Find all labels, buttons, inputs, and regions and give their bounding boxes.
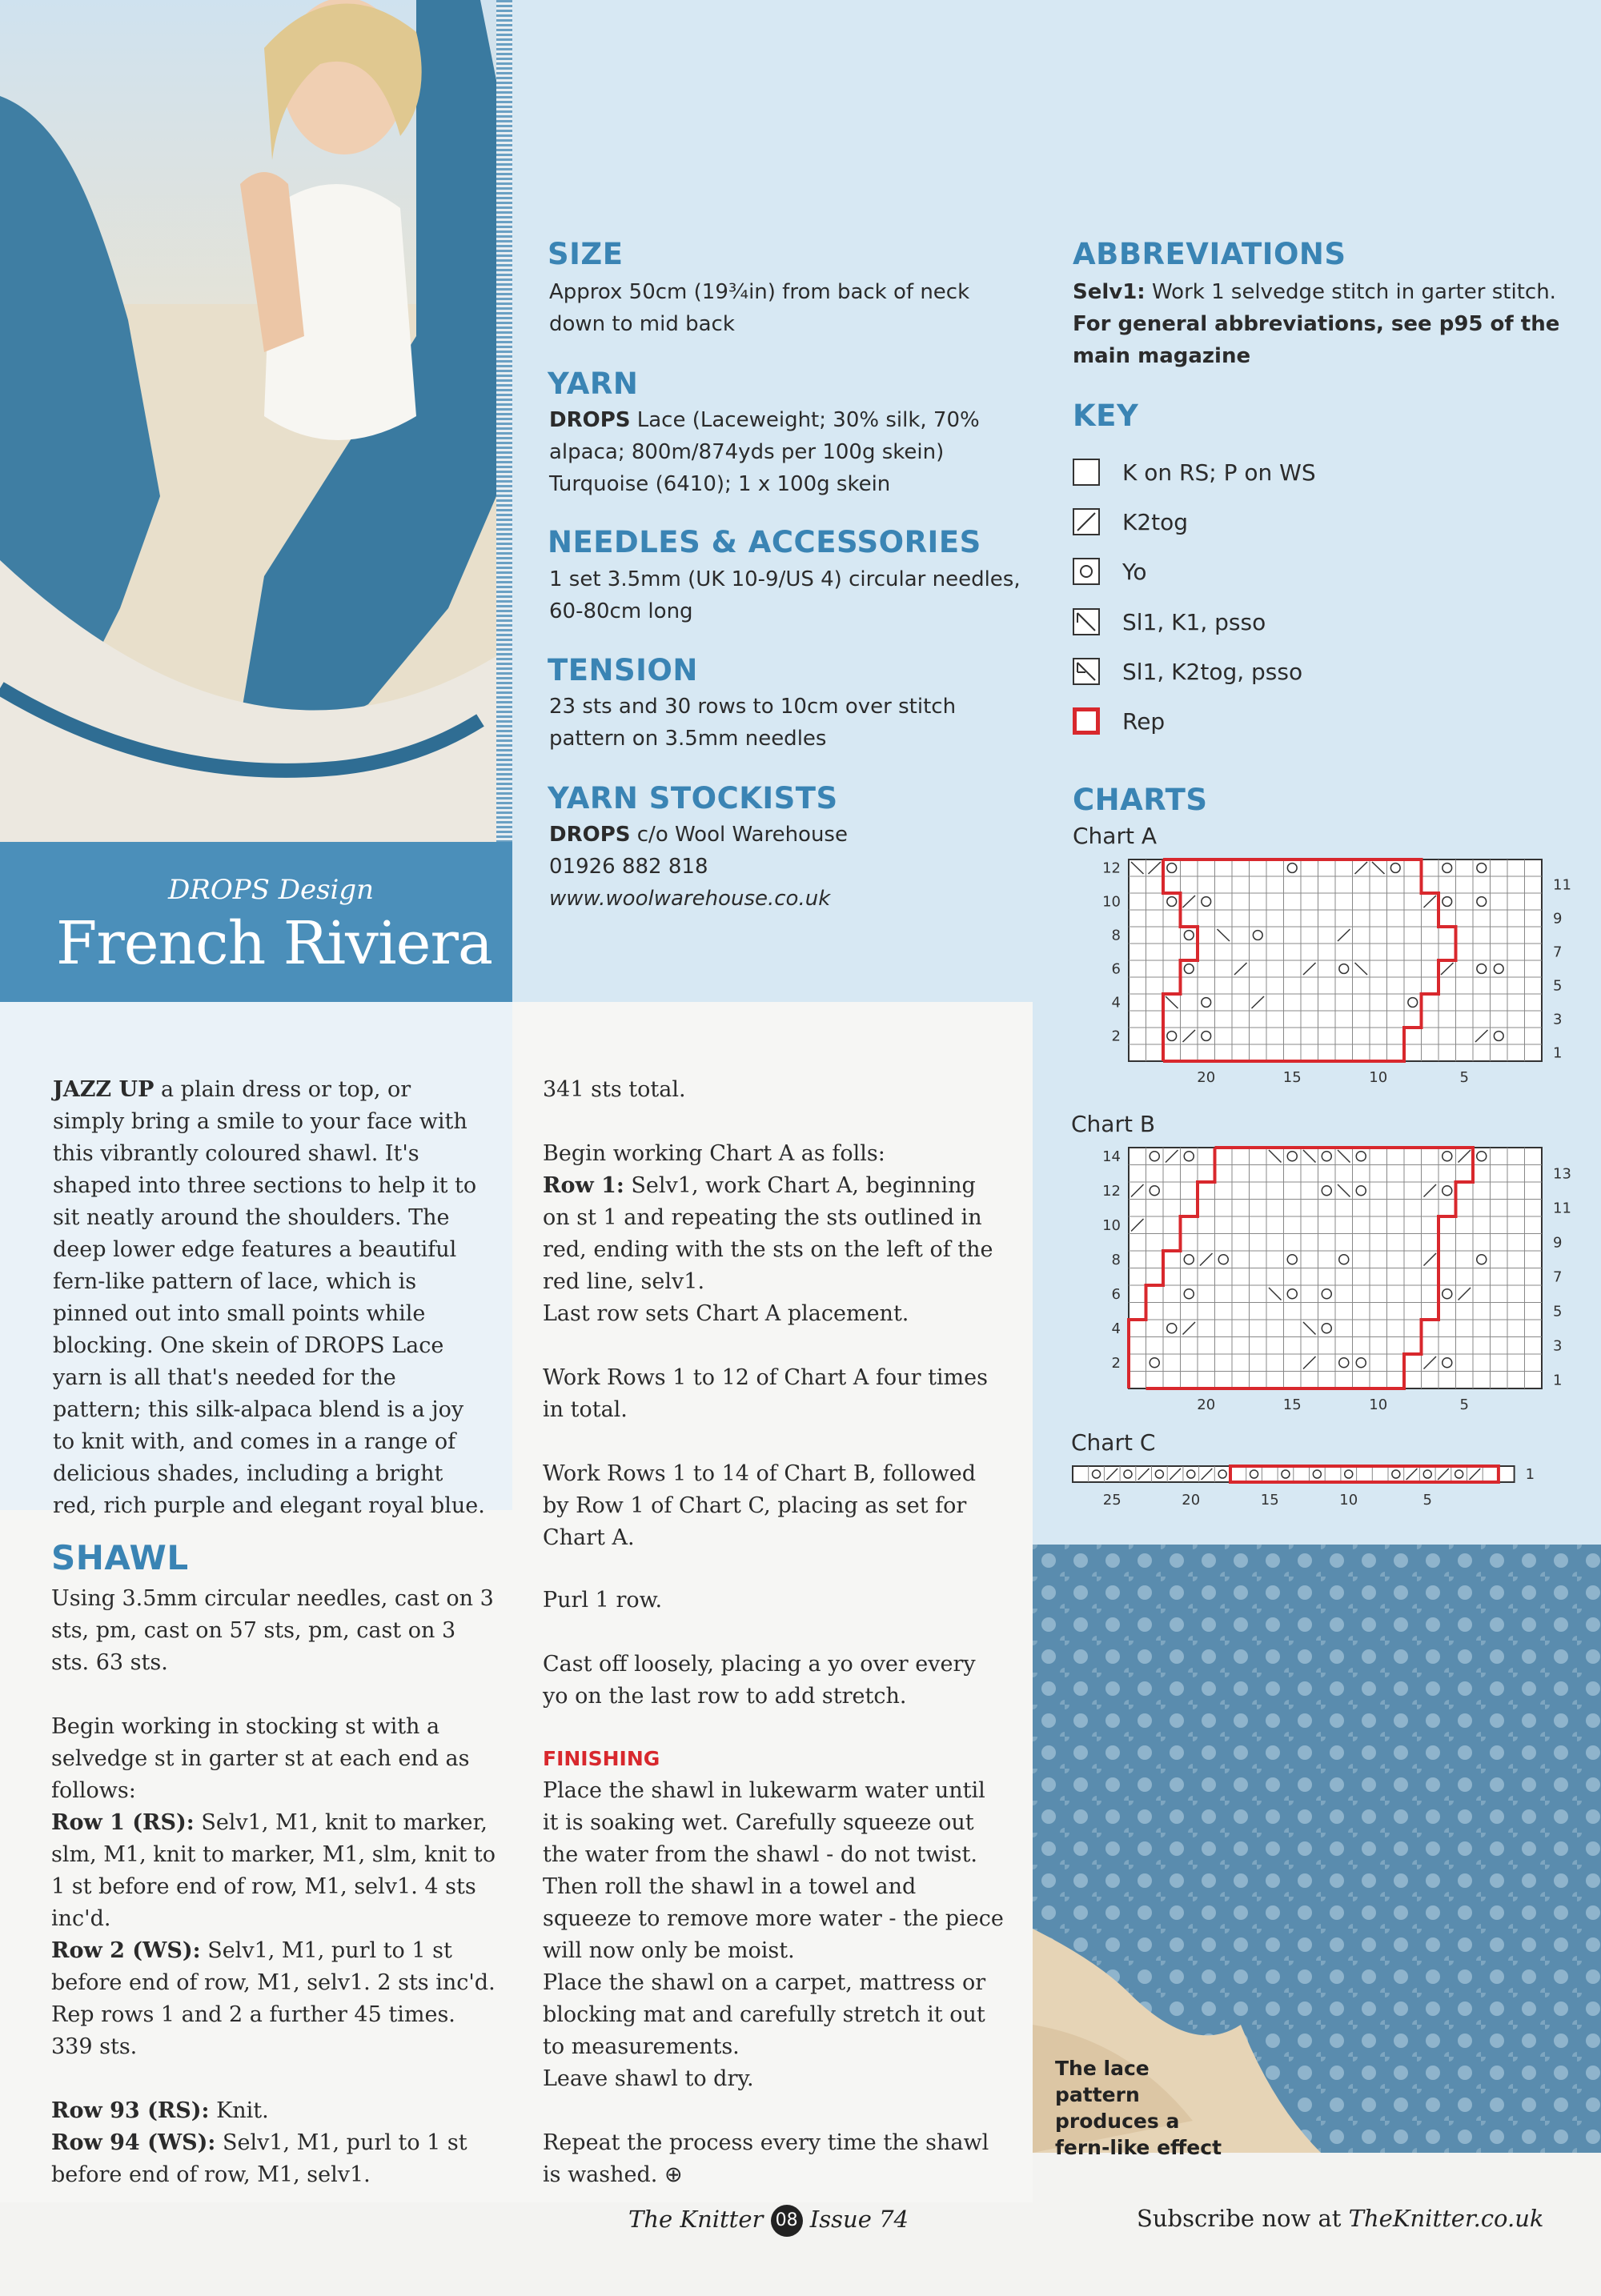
row-tick: 9 [1553, 1234, 1563, 1252]
subscribe-link[interactable]: TheKnitter.co.uk [1348, 2205, 1544, 2232]
row-label: Row 2 (WS): [51, 1938, 201, 1963]
shawl-instructions [51, 1583, 500, 2191]
chart-instructions [543, 1074, 1007, 2191]
abbr-def: Work 1 selvedge stitch in garter stitch. [1145, 280, 1556, 304]
key-item-yo [1073, 555, 1147, 587]
key-item-rep [1073, 705, 1165, 737]
row-tick: 8 [1111, 927, 1121, 944]
blank-square-icon [1073, 459, 1100, 486]
row-label: Row 1 (RS): [51, 1810, 195, 1835]
size-heading: SIZE [548, 237, 624, 271]
stitch-tick: 5 [1459, 1396, 1469, 1413]
shawl-p1: Using 3.5mm circular needles, cast on 3 sts, pm, cast on 57 sts, pm, cast on 3 sts. 63 sts. [51, 1586, 494, 1675]
abbreviations-text [1073, 276, 1585, 372]
key-item-k2tog [1073, 506, 1188, 538]
row-tick: 11 [1553, 876, 1571, 894]
row-tick: 12 [1102, 1182, 1121, 1200]
finishing-p1: Place the shawl in lukewarm water until it is soaking wet. Carefully squeeze out the water from the shawl - do not twist. Then roll the shawl in a towel and squeeze to remove more water - the piece will now only be moist. [543, 1778, 1004, 1963]
stockist-line1: c/o Wool Warehouse [630, 823, 848, 847]
col2-p2: Begin working Chart A as folls: [543, 1141, 885, 1166]
row-label: Row 94 (WS): [51, 2130, 216, 2155]
row-tick: 4 [1111, 1320, 1121, 1337]
row-tick: 1 [1525, 1466, 1535, 1483]
finishing-heading: FINISHING [543, 1747, 660, 1770]
row-tick: 11 [1553, 1200, 1571, 1217]
abbr-term: Selv1: [1073, 280, 1146, 304]
row-tick: 8 [1111, 1251, 1121, 1268]
model-photo [0, 0, 512, 842]
abbr-note: For general abbreviations, see p95 of the main magazine [1073, 312, 1560, 368]
row-tick: 3 [1553, 1011, 1563, 1028]
tension-text: 23 sts and 30 rows to 10cm over stitch pattern on 3.5mm needles [549, 695, 957, 751]
stitch-tick: 25 [1102, 1492, 1122, 1509]
yo-icon [1073, 558, 1100, 585]
row-tick: 1 [1553, 1044, 1563, 1062]
row-text: Selv1, M1, knit to marker, slm, M1, knit to marker, M1, slm, knit to 1 st before end of row, M1, selv1. 4 sts inc'd. [51, 1810, 496, 1931]
row-tick: 7 [1553, 944, 1563, 961]
row-tick: 2 [1111, 1028, 1121, 1045]
row-tick: 12 [1102, 859, 1121, 877]
chart-c [1065, 1461, 1545, 1517]
yarn-brand: DROPS [549, 408, 631, 432]
stockists-heading: YARN STOCKISTS [548, 781, 838, 815]
charts-heading: CHARTS [1073, 783, 1208, 817]
row-label: Row 1: [543, 1173, 624, 1198]
row-text: Selv1, work Chart A, beginning on st 1 and repeating the sts outlined in red, ending with the sts on the left of the red line, selv1. [543, 1173, 993, 1294]
col2-p5: Work Rows 1 to 14 of Chart B, followed by Row 1 of Chart C, placing as set for Chart A. [543, 1461, 977, 1550]
needles-heading: NEEDLES & ACCESSORIES [548, 525, 981, 559]
chart-b [1065, 1136, 1571, 1413]
col2-row1 [543, 1170, 1007, 1298]
stockists-text [549, 819, 1029, 915]
key-label: K on RS; P on WS [1122, 459, 1316, 486]
row-tick: 7 [1553, 1268, 1563, 1286]
key-heading: KEY [1073, 399, 1139, 433]
row-tick: 6 [1111, 1285, 1121, 1303]
footer-issue [628, 2205, 909, 2237]
shawl-row94 [51, 2127, 500, 2191]
chart-c-label: Chart C [1071, 1429, 1156, 1456]
key-label: Sl1, K2tog, psso [1122, 658, 1303, 685]
skp-icon [1073, 608, 1100, 635]
k2tog-icon [1073, 508, 1100, 535]
row-tick: 3 [1553, 1337, 1563, 1355]
stockist-url[interactable]: www.woolwarehouse.co.uk [549, 887, 831, 911]
lace-caption: The lace pattern produces a fern-like effect [1055, 2057, 1222, 2159]
footer-issue-text: Issue 74 [809, 2206, 909, 2233]
row-tick: 1 [1553, 1372, 1563, 1389]
row-label: Row 93 (RS): [51, 2098, 210, 2123]
row-tick: 10 [1102, 1216, 1121, 1234]
shawl-p2: Begin working in stocking st with a selvedge st in garter st at each end as follows: [51, 1714, 470, 1803]
shawl-row93 [51, 2095, 500, 2127]
pattern-title: French Riviera [56, 909, 492, 978]
rep-outline-icon [1073, 707, 1100, 735]
row-tick: 14 [1102, 1148, 1121, 1165]
title-panel [0, 842, 512, 1002]
subscribe-text: Subscribe now at [1137, 2205, 1349, 2232]
chart-b-label: Chart B [1071, 1111, 1156, 1137]
design-kicker: DROPS Design [168, 874, 375, 906]
size-text: Approx 50cm (19¾in) from back of neck down to mid back [549, 280, 970, 336]
shawl-heading: SHAWL [51, 1538, 189, 1577]
row-tick: 5 [1553, 1303, 1563, 1320]
row-tick: 5 [1553, 977, 1563, 995]
stitch-tick: 10 [1369, 1396, 1388, 1413]
intro-text [53, 1074, 485, 1522]
chart-a [1065, 848, 1571, 1096]
shawl-p3: Rep rows 1 and 2 a further 45 times. 339 sts. [51, 2002, 455, 2059]
row-text: Selv1, M1, purl to 1 st before end of row, M1, selv1. [51, 2130, 467, 2187]
row-tick: 9 [1553, 910, 1563, 928]
abbreviations-heading: ABBREVIATIONS [1073, 237, 1346, 271]
col2-p4: Work Rows 1 to 12 of Chart A four times in total. [543, 1365, 988, 1422]
yarn-text [549, 404, 1029, 500]
yarn-desc: Lace (Laceweight; 30% silk, 70% alpaca; 800m/874yds per 100g skein) Turquoise (6410); 1 x 100g skein [549, 408, 980, 496]
stitch-tick: 20 [1182, 1492, 1201, 1509]
key-label: K2tog [1122, 508, 1189, 535]
footer-mag: The Knitter [628, 2206, 764, 2233]
row-text: Selv1, M1, purl to 1 st before end of row, M1, selv1. 2 sts inc'd. [51, 1938, 496, 1995]
finishing-p4-text: Repeat the process every time the shawl is washed. [543, 2130, 989, 2187]
col2-p7: Cast off loosely, placing a yo over every yo on the last row to add stretch. [543, 1652, 976, 1709]
key-item-knit [1073, 456, 1316, 488]
sk2p-icon [1073, 658, 1100, 685]
shawl-row2 [51, 1935, 500, 1999]
row-tick: 2 [1111, 1354, 1121, 1372]
stockist-brand: DROPS [549, 823, 631, 847]
col2-p3: Last row sets Chart A placement. [543, 1301, 909, 1326]
stitch-tick: 15 [1282, 1396, 1302, 1413]
stitch-tick: 10 [1339, 1492, 1358, 1509]
key-label: Rep [1122, 707, 1166, 735]
intro-body: a plain dress or top, or simply bring a smile to your face with this vibrantly coloured shawl. It's shaped into three sections to help it to sit neatly around the shoulders. The deep lower edge features a beautiful fern-like pattern of lace, which is pinned out into small points while blocking. One skein of DROPS Lace yarn is all that's needed for the pattern; this silk-alpaca blend is a joy to knit with, and comes in a range of delicious shades, including a bright red, rich purple and elegant royal blue. [53, 1077, 485, 1518]
end-mark-icon: ⊕ [664, 2162, 683, 2187]
shawl-row1 [51, 1807, 500, 1935]
stitch-tick: 15 [1260, 1492, 1279, 1509]
stitch-tick: 5 [1459, 1069, 1469, 1086]
stitch-tick: 20 [1197, 1396, 1216, 1413]
row-tick: 4 [1111, 994, 1121, 1012]
finishing-p3: Leave shawl to dry. [543, 2066, 754, 2091]
col2-p6: Purl 1 row. [543, 1588, 663, 1613]
row-tick: 6 [1111, 960, 1121, 978]
key-item-skp [1073, 606, 1266, 638]
finishing-p4 [543, 2127, 1007, 2191]
key-label: Sl1, K1, psso [1122, 608, 1266, 635]
chart-a-label: Chart A [1073, 823, 1157, 849]
finishing-p2: Place the shawl on a carpet, mattress or blocking mat and carefully stretch it out to measurements. [543, 1970, 986, 2059]
col2-p1: 341 sts total. [543, 1077, 686, 1102]
tension-heading: TENSION [548, 653, 698, 687]
stitch-tick: 5 [1422, 1492, 1432, 1509]
yarn-heading: YARN [548, 367, 639, 401]
intro-lead: JAZZ UP [53, 1077, 154, 1102]
stitch-tick: 15 [1282, 1069, 1302, 1086]
footer-subscribe [1137, 2205, 1543, 2232]
row-tick: 13 [1553, 1165, 1571, 1183]
key-item-sk2p [1073, 655, 1302, 687]
stockist-phone: 01926 882 818 [549, 855, 708, 879]
stitch-tick: 20 [1197, 1069, 1216, 1086]
page-number-badge: 08 [771, 2205, 803, 2237]
row-text: Knit. [209, 2098, 269, 2123]
key-label: Yo [1122, 558, 1147, 585]
row-tick: 10 [1102, 893, 1121, 911]
stitch-tick: 10 [1369, 1069, 1388, 1086]
needles-text: 1 set 3.5mm (UK 10-9/US 4) circular needles, 60-80cm long [549, 567, 1021, 623]
